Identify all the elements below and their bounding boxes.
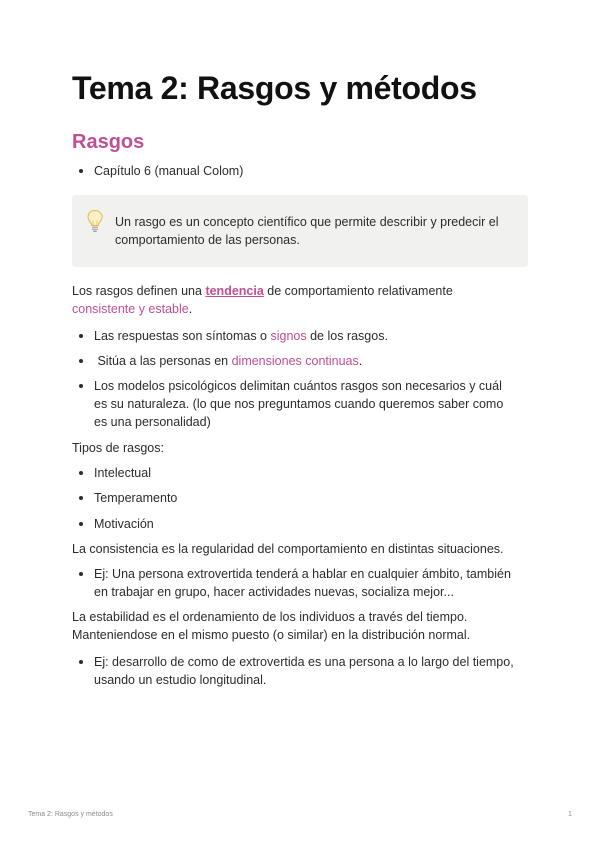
- bullet-dot: [79, 522, 83, 526]
- consistente-estable-highlight: consistente y estable: [72, 302, 189, 316]
- bullet-dot: [79, 660, 83, 664]
- list-item: [72, 352, 528, 370]
- intro-period: .: [188, 302, 193, 316]
- types-list-3: [72, 515, 528, 533]
- type-motivacion: Motivación: [94, 517, 154, 531]
- type-temperamento: Temperamento: [94, 491, 178, 505]
- bullet-text: Las respuestas son síntomas o: [94, 329, 271, 343]
- callout-text: Un rasgo es un concepto científico que permite describir y predecir el comportamiento de las personas.: [115, 215, 499, 247]
- stability-paragraph: La estabilidad es el ordenamiento de los individuos a través del tiempo. Manteniendose en el mismo puesto (o similar) en la distribución normal.: [72, 610, 471, 642]
- bullet-dot: [79, 359, 83, 363]
- rasgos-bullet-list-3: [72, 377, 528, 431]
- list-item: [72, 515, 528, 533]
- signos-highlight: signos: [270, 329, 307, 343]
- bullet-dot: [79, 572, 83, 576]
- chapter-list: [72, 162, 528, 180]
- bullet-text-end: de los rasgos.: [306, 329, 388, 343]
- rasgos-bullet-list-2: [72, 352, 528, 370]
- intro-text: Los rasgos definen una: [72, 284, 206, 298]
- consistency-example-list: [72, 565, 528, 601]
- bullet-text: Sitúa a las personas en: [94, 354, 232, 368]
- intro-text-cont: de comportamiento relativamente: [263, 284, 453, 298]
- chapter-reference: Capítulo 6 (manual Colom): [94, 164, 244, 178]
- section-title-rasgos: Rasgos: [72, 131, 145, 153]
- types-list-2: [72, 489, 528, 507]
- bullet-text-end: .: [358, 354, 363, 368]
- list-item: [72, 565, 528, 601]
- bullet-dot: [79, 384, 83, 388]
- types-heading: Tipos de rasgos:: [72, 441, 164, 455]
- intro-paragraph: [72, 282, 528, 318]
- list-item: [72, 327, 528, 345]
- consistency-example: Ej: Una persona extrovertida tenderá a hablar en cualquier ámbito, también en trabajar en grupo, hacer actividades nuevas, socializa mejor...: [94, 567, 511, 599]
- list-item: [72, 162, 528, 180]
- bullet-dot: [79, 471, 83, 475]
- footer-title: Tema 2: Rasgos y métodos: [28, 811, 113, 818]
- rasgos-bullet-list: [72, 327, 528, 345]
- dimensiones-continuas-highlight: dimensiones continuas: [231, 354, 359, 368]
- page-title: Tema 2: Rasgos y métodos: [72, 70, 477, 106]
- list-item: [72, 653, 532, 689]
- bullet-dot: [79, 496, 83, 500]
- list-item: [72, 377, 528, 431]
- callout-box: [72, 195, 528, 267]
- list-item: [72, 464, 528, 482]
- lightbulb-icon: [86, 209, 104, 233]
- stability-example-list: [72, 653, 532, 689]
- bullet-text: Los modelos psicológicos delimitan cuántos rasgos son necesarios y cuál es su naturaleza. (lo que nos preguntamos cuando queremos saber como es una personalidad): [94, 379, 504, 429]
- bullet-dot: [79, 169, 83, 173]
- tendencia-highlight: tendencia: [205, 284, 264, 298]
- types-list: [72, 464, 528, 482]
- type-intelectual: Intelectual: [94, 466, 151, 480]
- bullet-dot: [79, 334, 83, 338]
- list-item: [72, 489, 528, 507]
- consistency-paragraph: La consistencia es la regularidad del comportamiento en distintas situaciones.: [72, 542, 504, 556]
- stability-example: Ej: desarrollo de como de extrovertida es una persona a lo largo del tiempo, usando un estudio longitudinal.: [94, 655, 514, 687]
- page-number: 1: [568, 811, 572, 818]
